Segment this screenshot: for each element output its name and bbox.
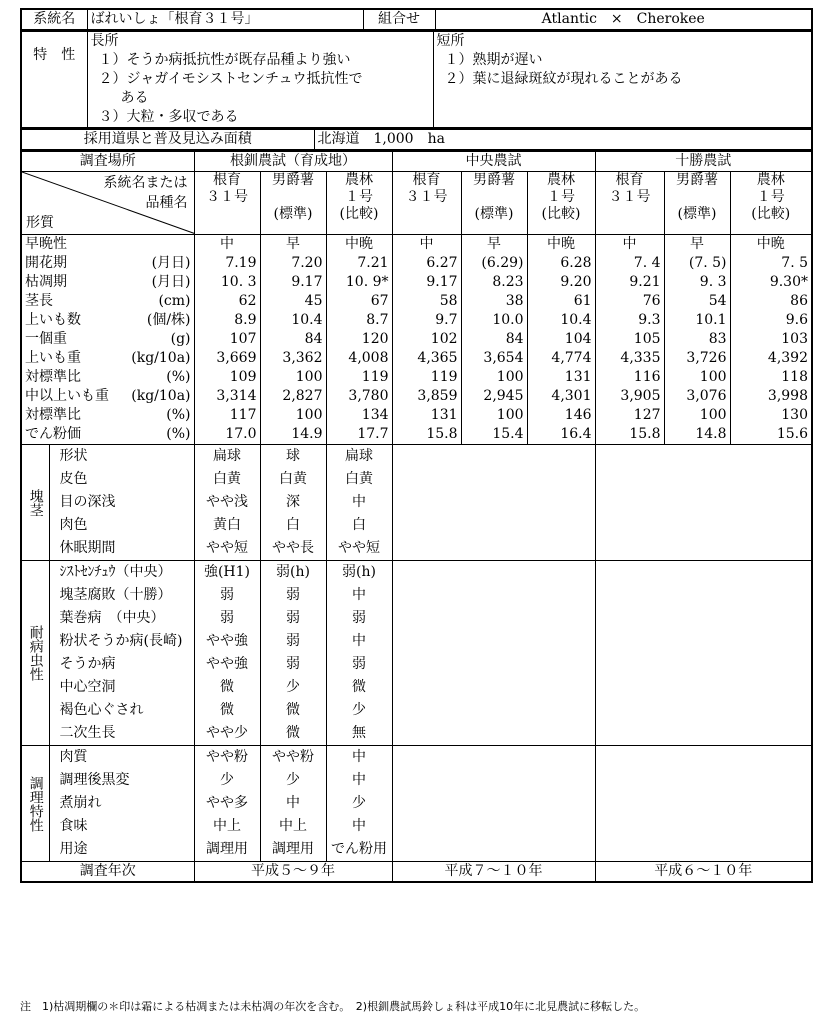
group-label: 耐病虫性 xyxy=(21,561,49,746)
group-row xyxy=(21,746,812,770)
variety-header: 農林 １号 (比較) xyxy=(326,172,392,235)
group-row-value: 白黄 xyxy=(194,468,260,491)
trait-value: 4,774 xyxy=(527,349,595,368)
group-rows xyxy=(21,445,812,862)
years-value: 平成６～１０年 xyxy=(595,862,812,883)
trait-value: 8.7 xyxy=(326,311,392,330)
trait-value: 58 xyxy=(392,292,461,311)
header-table xyxy=(20,8,813,31)
trait-value: 131 xyxy=(527,368,595,387)
trait-value: 9.21 xyxy=(595,273,664,292)
group-row-value: 中 xyxy=(326,769,392,792)
trait-value: 9.20 xyxy=(527,273,595,292)
years-label: 調査年次 xyxy=(21,862,194,883)
features-table xyxy=(20,31,813,129)
group-row-value: やや長 xyxy=(260,537,326,561)
trait-value: 中晩 xyxy=(326,235,392,255)
group-row-name: ｼｽﾄｾﾝﾁｭｳ（中央） xyxy=(49,561,194,585)
trait-value: 3,726 xyxy=(664,349,730,368)
trait-value: 130 xyxy=(730,406,812,425)
group-row-value: やや少 xyxy=(194,722,260,746)
pros-item: ２）ジャガイモシストセンチュウ抵抗性で xyxy=(98,71,363,87)
trait-row xyxy=(21,387,812,406)
data-table xyxy=(20,151,813,883)
trait-value: 15.4 xyxy=(461,425,527,445)
site-header: 根釧農試（育成地） xyxy=(194,152,392,172)
trait-value: 38 xyxy=(461,292,527,311)
trait-value: 6.28 xyxy=(527,254,595,273)
trait-value: 3,905 xyxy=(595,387,664,406)
group-row xyxy=(21,445,812,469)
trait-value: 107 xyxy=(194,330,260,349)
group-row-value: やや短 xyxy=(194,537,260,561)
trait-value: 134 xyxy=(326,406,392,425)
group-row-value: 調理用 xyxy=(260,838,326,862)
group-row-value: 中 xyxy=(326,815,392,838)
trait-rows xyxy=(21,235,812,445)
group-row-value: やや短 xyxy=(326,537,392,561)
trait-row xyxy=(21,273,812,292)
variety-header: 男爵薯 (標準) xyxy=(664,172,730,235)
group-row-value: でん粉用 xyxy=(326,838,392,862)
diag-top2: 品種名 xyxy=(145,195,188,211)
trait-value: 10. 3 xyxy=(194,273,260,292)
group-row-value: 弱 xyxy=(326,607,392,630)
trait-value: 14.9 xyxy=(260,425,326,445)
trait-value: 3,314 xyxy=(194,387,260,406)
trait-value: 109 xyxy=(194,368,260,387)
trait-value: 9.17 xyxy=(260,273,326,292)
trait-value: 3,998 xyxy=(730,387,812,406)
trait-name: 早晩性 xyxy=(25,236,67,252)
trait-name: 対標準比 xyxy=(25,369,81,385)
variety-sheet xyxy=(20,8,813,883)
trait-value: 3,859 xyxy=(392,387,461,406)
trait-value: 3,076 xyxy=(664,387,730,406)
group-row-value: 白黄 xyxy=(260,468,326,491)
group-label: 調理特性 xyxy=(21,746,49,862)
trait-value: 84 xyxy=(260,330,326,349)
trait-value: 100 xyxy=(260,406,326,425)
variety-header: 男爵薯 (標準) xyxy=(260,172,326,235)
trait-row xyxy=(21,292,812,311)
trait-value: 4,392 xyxy=(730,349,812,368)
group-row-value: 弱(h) xyxy=(326,561,392,585)
pros-cell xyxy=(87,32,433,129)
trait-value: 120 xyxy=(326,330,392,349)
trait-value: 100 xyxy=(461,368,527,387)
trait-row xyxy=(21,311,812,330)
adoption-label: 採用道県と普及見込み面積 xyxy=(21,130,314,151)
group-row-value: 黄白 xyxy=(194,514,260,537)
group-row-value: 深 xyxy=(260,491,326,514)
group-row-value: 中 xyxy=(326,630,392,653)
trait-value: 127 xyxy=(595,406,664,425)
trait-value: 9.30* xyxy=(730,273,812,292)
trait-value: 86 xyxy=(730,292,812,311)
trait-value: 17.0 xyxy=(194,425,260,445)
trait-value: 45 xyxy=(260,292,326,311)
group-row-value: やや粉 xyxy=(194,746,260,770)
trait-value: 84 xyxy=(461,330,527,349)
group-row-name: 葉巻病 （中央） xyxy=(49,607,194,630)
trait-name: でん粉価 xyxy=(25,426,81,442)
trait-value: 6.27 xyxy=(392,254,461,273)
trait-label xyxy=(21,349,194,368)
trait-value: 76 xyxy=(595,292,664,311)
group-row-value: 扁球 xyxy=(194,445,260,469)
site-header: 十勝農試 xyxy=(595,152,812,172)
group-row-name: 用途 xyxy=(49,838,194,862)
trait-row xyxy=(21,425,812,445)
trait-name: 上いも重 xyxy=(25,350,81,366)
trait-value: 15.6 xyxy=(730,425,812,445)
group-row-value: やや多 xyxy=(194,792,260,815)
trait-value: 103 xyxy=(730,330,812,349)
trait-row xyxy=(21,235,812,255)
group-row-name: 休眠期間 xyxy=(49,537,194,561)
trait-label xyxy=(21,254,194,273)
group-row-name: 形状 xyxy=(49,445,194,469)
variety-header: 根育 ３１号 xyxy=(392,172,461,235)
trait-value: 7.20 xyxy=(260,254,326,273)
trait-value: 9.7 xyxy=(392,311,461,330)
trait-value: 4,008 xyxy=(326,349,392,368)
pros-item: ３）大粒・多収である xyxy=(98,109,239,125)
trait-value: 100 xyxy=(260,368,326,387)
pros-title: 長所 xyxy=(90,33,119,49)
trait-label xyxy=(21,330,194,349)
cons-cell xyxy=(433,32,812,129)
trait-unit: (%) xyxy=(166,426,191,442)
trait-name: 上いも数 xyxy=(25,312,81,328)
group-row-value: 微 xyxy=(260,699,326,722)
trait-label xyxy=(21,406,194,425)
group-row-value: 強(H1) xyxy=(194,561,260,585)
trait-name: 茎長 xyxy=(25,293,53,309)
trait-value: 61 xyxy=(527,292,595,311)
group-row-value: 中 xyxy=(260,792,326,815)
group-row-name: 皮色 xyxy=(49,468,194,491)
group-row-value: 少 xyxy=(260,769,326,792)
group-row-value: 中 xyxy=(326,491,392,514)
group-row-value: 微 xyxy=(194,699,260,722)
trait-value: 7. 4 xyxy=(595,254,664,273)
group-row-value: 中上 xyxy=(260,815,326,838)
group-row-value: 中 xyxy=(326,584,392,607)
trait-value: 9. 3 xyxy=(664,273,730,292)
group-row-value: 微 xyxy=(326,676,392,699)
trait-value: 9.3 xyxy=(595,311,664,330)
trait-value: 131 xyxy=(392,406,461,425)
trait-value: 10.1 xyxy=(664,311,730,330)
trait-unit: (%) xyxy=(166,407,191,423)
trait-unit: (%) xyxy=(166,369,191,385)
diag-top1: 系統名または xyxy=(103,175,188,191)
group-row-name: 肉質 xyxy=(49,746,194,770)
trait-name: 一個重 xyxy=(25,331,67,347)
group-row-value: 調理用 xyxy=(194,838,260,862)
group-row-value: 弱 xyxy=(260,584,326,607)
cons-title: 短所 xyxy=(436,33,465,49)
trait-value: 10.4 xyxy=(527,311,595,330)
empty-site-block xyxy=(392,561,595,746)
trait-value: 9.17 xyxy=(392,273,461,292)
trait-value: 100 xyxy=(461,406,527,425)
group-row-name: 目の深浅 xyxy=(49,491,194,514)
group-row-value: 微 xyxy=(260,722,326,746)
group-label: 塊茎 xyxy=(21,445,49,561)
cons-item: ２）葉に退緑斑紋が現れることがある xyxy=(444,71,683,87)
trait-value: 3,362 xyxy=(260,349,326,368)
group-row-value: やや浅 xyxy=(194,491,260,514)
features-label: 特 性 xyxy=(21,32,87,129)
pros-item: ある xyxy=(120,90,149,106)
group-row-value: 球 xyxy=(260,445,326,469)
variety-header: 農林 １号 (比較) xyxy=(527,172,595,235)
trait-value: 105 xyxy=(595,330,664,349)
group-row-name: 肉色 xyxy=(49,514,194,537)
trait-value: 中晩 xyxy=(527,235,595,255)
adoption-table xyxy=(20,129,813,151)
group-row-name: 調理後黒変 xyxy=(49,769,194,792)
trait-row xyxy=(21,368,812,387)
diagonal-header xyxy=(21,172,194,235)
trait-value: 3,654 xyxy=(461,349,527,368)
trait-value: 7. 5 xyxy=(730,254,812,273)
group-row-value: 無 xyxy=(326,722,392,746)
trait-value: 8.9 xyxy=(194,311,260,330)
cross-value: Atlantic × Cherokee xyxy=(435,9,812,30)
trait-unit: (kg/10a) xyxy=(131,388,191,404)
lineage-label: 系統名 xyxy=(21,9,87,30)
trait-name: 対標準比 xyxy=(25,407,81,423)
trait-label xyxy=(21,368,194,387)
variety-header: 男爵薯 (標準) xyxy=(461,172,527,235)
group-row-value: 弱 xyxy=(260,653,326,676)
trait-value: 8.23 xyxy=(461,273,527,292)
group-row-name: 塊茎腐敗（十勝） xyxy=(49,584,194,607)
trait-value: 100 xyxy=(664,368,730,387)
trait-label xyxy=(21,311,194,330)
group-row-value: やや強 xyxy=(194,630,260,653)
trait-unit: (kg/10a) xyxy=(131,350,191,366)
trait-value: 67 xyxy=(326,292,392,311)
lineage-value: ばれいしょ「根育３１号」 xyxy=(87,9,363,30)
trait-label xyxy=(21,387,194,406)
trait-unit: (g) xyxy=(170,331,191,347)
group-row xyxy=(21,561,812,585)
trait-value: 83 xyxy=(664,330,730,349)
variety-header: 農林 １号 (比較) xyxy=(730,172,812,235)
trait-value: 16.4 xyxy=(527,425,595,445)
group-row-value: 白 xyxy=(326,514,392,537)
trait-value: 3,780 xyxy=(326,387,392,406)
trait-value: (7. 5) xyxy=(664,254,730,273)
trait-value: 4,301 xyxy=(527,387,595,406)
trait-value: 4,335 xyxy=(595,349,664,368)
trait-name: 中以上いも重 xyxy=(25,388,109,404)
trait-value: 14.8 xyxy=(664,425,730,445)
group-row-value: 中上 xyxy=(194,815,260,838)
trait-row xyxy=(21,254,812,273)
group-row-value: 弱 xyxy=(260,630,326,653)
group-row-name: 食味 xyxy=(49,815,194,838)
trait-value: 10.0 xyxy=(461,311,527,330)
group-row-name: 中心空洞 xyxy=(49,676,194,699)
group-row-value: 弱 xyxy=(326,653,392,676)
group-row-value: 少 xyxy=(326,792,392,815)
trait-value: 116 xyxy=(595,368,664,387)
trait-label xyxy=(21,273,194,292)
group-row-value: 白黄 xyxy=(326,468,392,491)
group-row-value: やや強 xyxy=(194,653,260,676)
empty-site-block xyxy=(595,561,812,746)
diag-bottom: 形質 xyxy=(26,215,54,231)
group-row-value: 少 xyxy=(194,769,260,792)
group-row-value: 弱 xyxy=(194,584,260,607)
group-row-value: 少 xyxy=(260,676,326,699)
trait-label xyxy=(21,425,194,445)
group-row-value: 中 xyxy=(326,746,392,770)
group-row-value: 少 xyxy=(326,699,392,722)
trait-name: 開花期 xyxy=(25,255,67,271)
group-row-value: やや粉 xyxy=(260,746,326,770)
trait-value: 100 xyxy=(664,406,730,425)
group-row-name: 褐色心ぐされ xyxy=(49,699,194,722)
trait-value: 104 xyxy=(527,330,595,349)
trait-value: 中 xyxy=(194,235,260,255)
trait-value: 54 xyxy=(664,292,730,311)
footnote: 注 1)枯凋期欄の＊印は霜による枯凋または未枯凋の年次を含む。 2)根釧農試馬鈴しょ科は平成10年に北見農試に移転した。 xyxy=(20,1000,646,1013)
trait-value: 15.8 xyxy=(392,425,461,445)
trait-label xyxy=(21,235,194,255)
empty-site-block xyxy=(595,445,812,561)
trait-value: 2,827 xyxy=(260,387,326,406)
adoption-value: 北海道 1,000 ha xyxy=(314,130,812,151)
trait-label xyxy=(21,292,194,311)
trait-unit: (個/株) xyxy=(146,312,191,328)
trait-value: 146 xyxy=(527,406,595,425)
group-row-name: そうか病 xyxy=(49,653,194,676)
trait-row xyxy=(21,349,812,368)
trait-unit: (月日) xyxy=(151,255,191,271)
trait-value: 15.8 xyxy=(595,425,664,445)
trait-value: 7.19 xyxy=(194,254,260,273)
trait-value: 17.7 xyxy=(326,425,392,445)
trait-value: 119 xyxy=(392,368,461,387)
site-header: 中央農試 xyxy=(392,152,595,172)
trait-value: 119 xyxy=(326,368,392,387)
trait-value: 7.21 xyxy=(326,254,392,273)
group-row-name: 二次生長 xyxy=(49,722,194,746)
variety-header: 根育 ３１号 xyxy=(194,172,260,235)
group-row-value: 弱(h) xyxy=(260,561,326,585)
empty-site-block xyxy=(392,445,595,561)
site-header-label: 調査場所 xyxy=(21,152,194,172)
trait-value: 中 xyxy=(595,235,664,255)
trait-value: 118 xyxy=(730,368,812,387)
trait-value: 9.6 xyxy=(730,311,812,330)
group-row-name: 煮崩れ xyxy=(49,792,194,815)
group-row-value: 弱 xyxy=(194,607,260,630)
trait-value: 3,669 xyxy=(194,349,260,368)
group-row-value: 弱 xyxy=(260,607,326,630)
trait-value: 10.4 xyxy=(260,311,326,330)
empty-site-block xyxy=(595,746,812,862)
pros-item: １）そうか病抵抗性が既存品種より強い xyxy=(98,52,351,68)
group-row-value: 白 xyxy=(260,514,326,537)
trait-value: 早 xyxy=(260,235,326,255)
trait-value: 中晩 xyxy=(730,235,812,255)
empty-site-block xyxy=(392,746,595,862)
trait-unit: (月日) xyxy=(151,274,191,290)
variety-header: 根育 ３１号 xyxy=(595,172,664,235)
cross-label: 組合せ xyxy=(363,9,435,30)
trait-value: 早 xyxy=(664,235,730,255)
trait-value: 102 xyxy=(392,330,461,349)
trait-row xyxy=(21,406,812,425)
trait-value: 62 xyxy=(194,292,260,311)
years-value: 平成５～９年 xyxy=(194,862,392,883)
trait-value: 中 xyxy=(392,235,461,255)
trait-value: 117 xyxy=(194,406,260,425)
trait-unit: (cm) xyxy=(158,293,191,309)
group-row-value: 微 xyxy=(194,676,260,699)
trait-value: 10. 9* xyxy=(326,273,392,292)
cons-item: １）熟期が遅い xyxy=(444,52,543,68)
group-row-name: 粉状そうか病(長崎) xyxy=(49,630,194,653)
trait-value: 早 xyxy=(461,235,527,255)
trait-value: 4,365 xyxy=(392,349,461,368)
trait-row xyxy=(21,330,812,349)
trait-value: (6.29) xyxy=(461,254,527,273)
group-row-value: 扁球 xyxy=(326,445,392,469)
trait-name: 枯凋期 xyxy=(25,274,67,290)
years-value: 平成７～１０年 xyxy=(392,862,595,883)
trait-value: 2,945 xyxy=(461,387,527,406)
